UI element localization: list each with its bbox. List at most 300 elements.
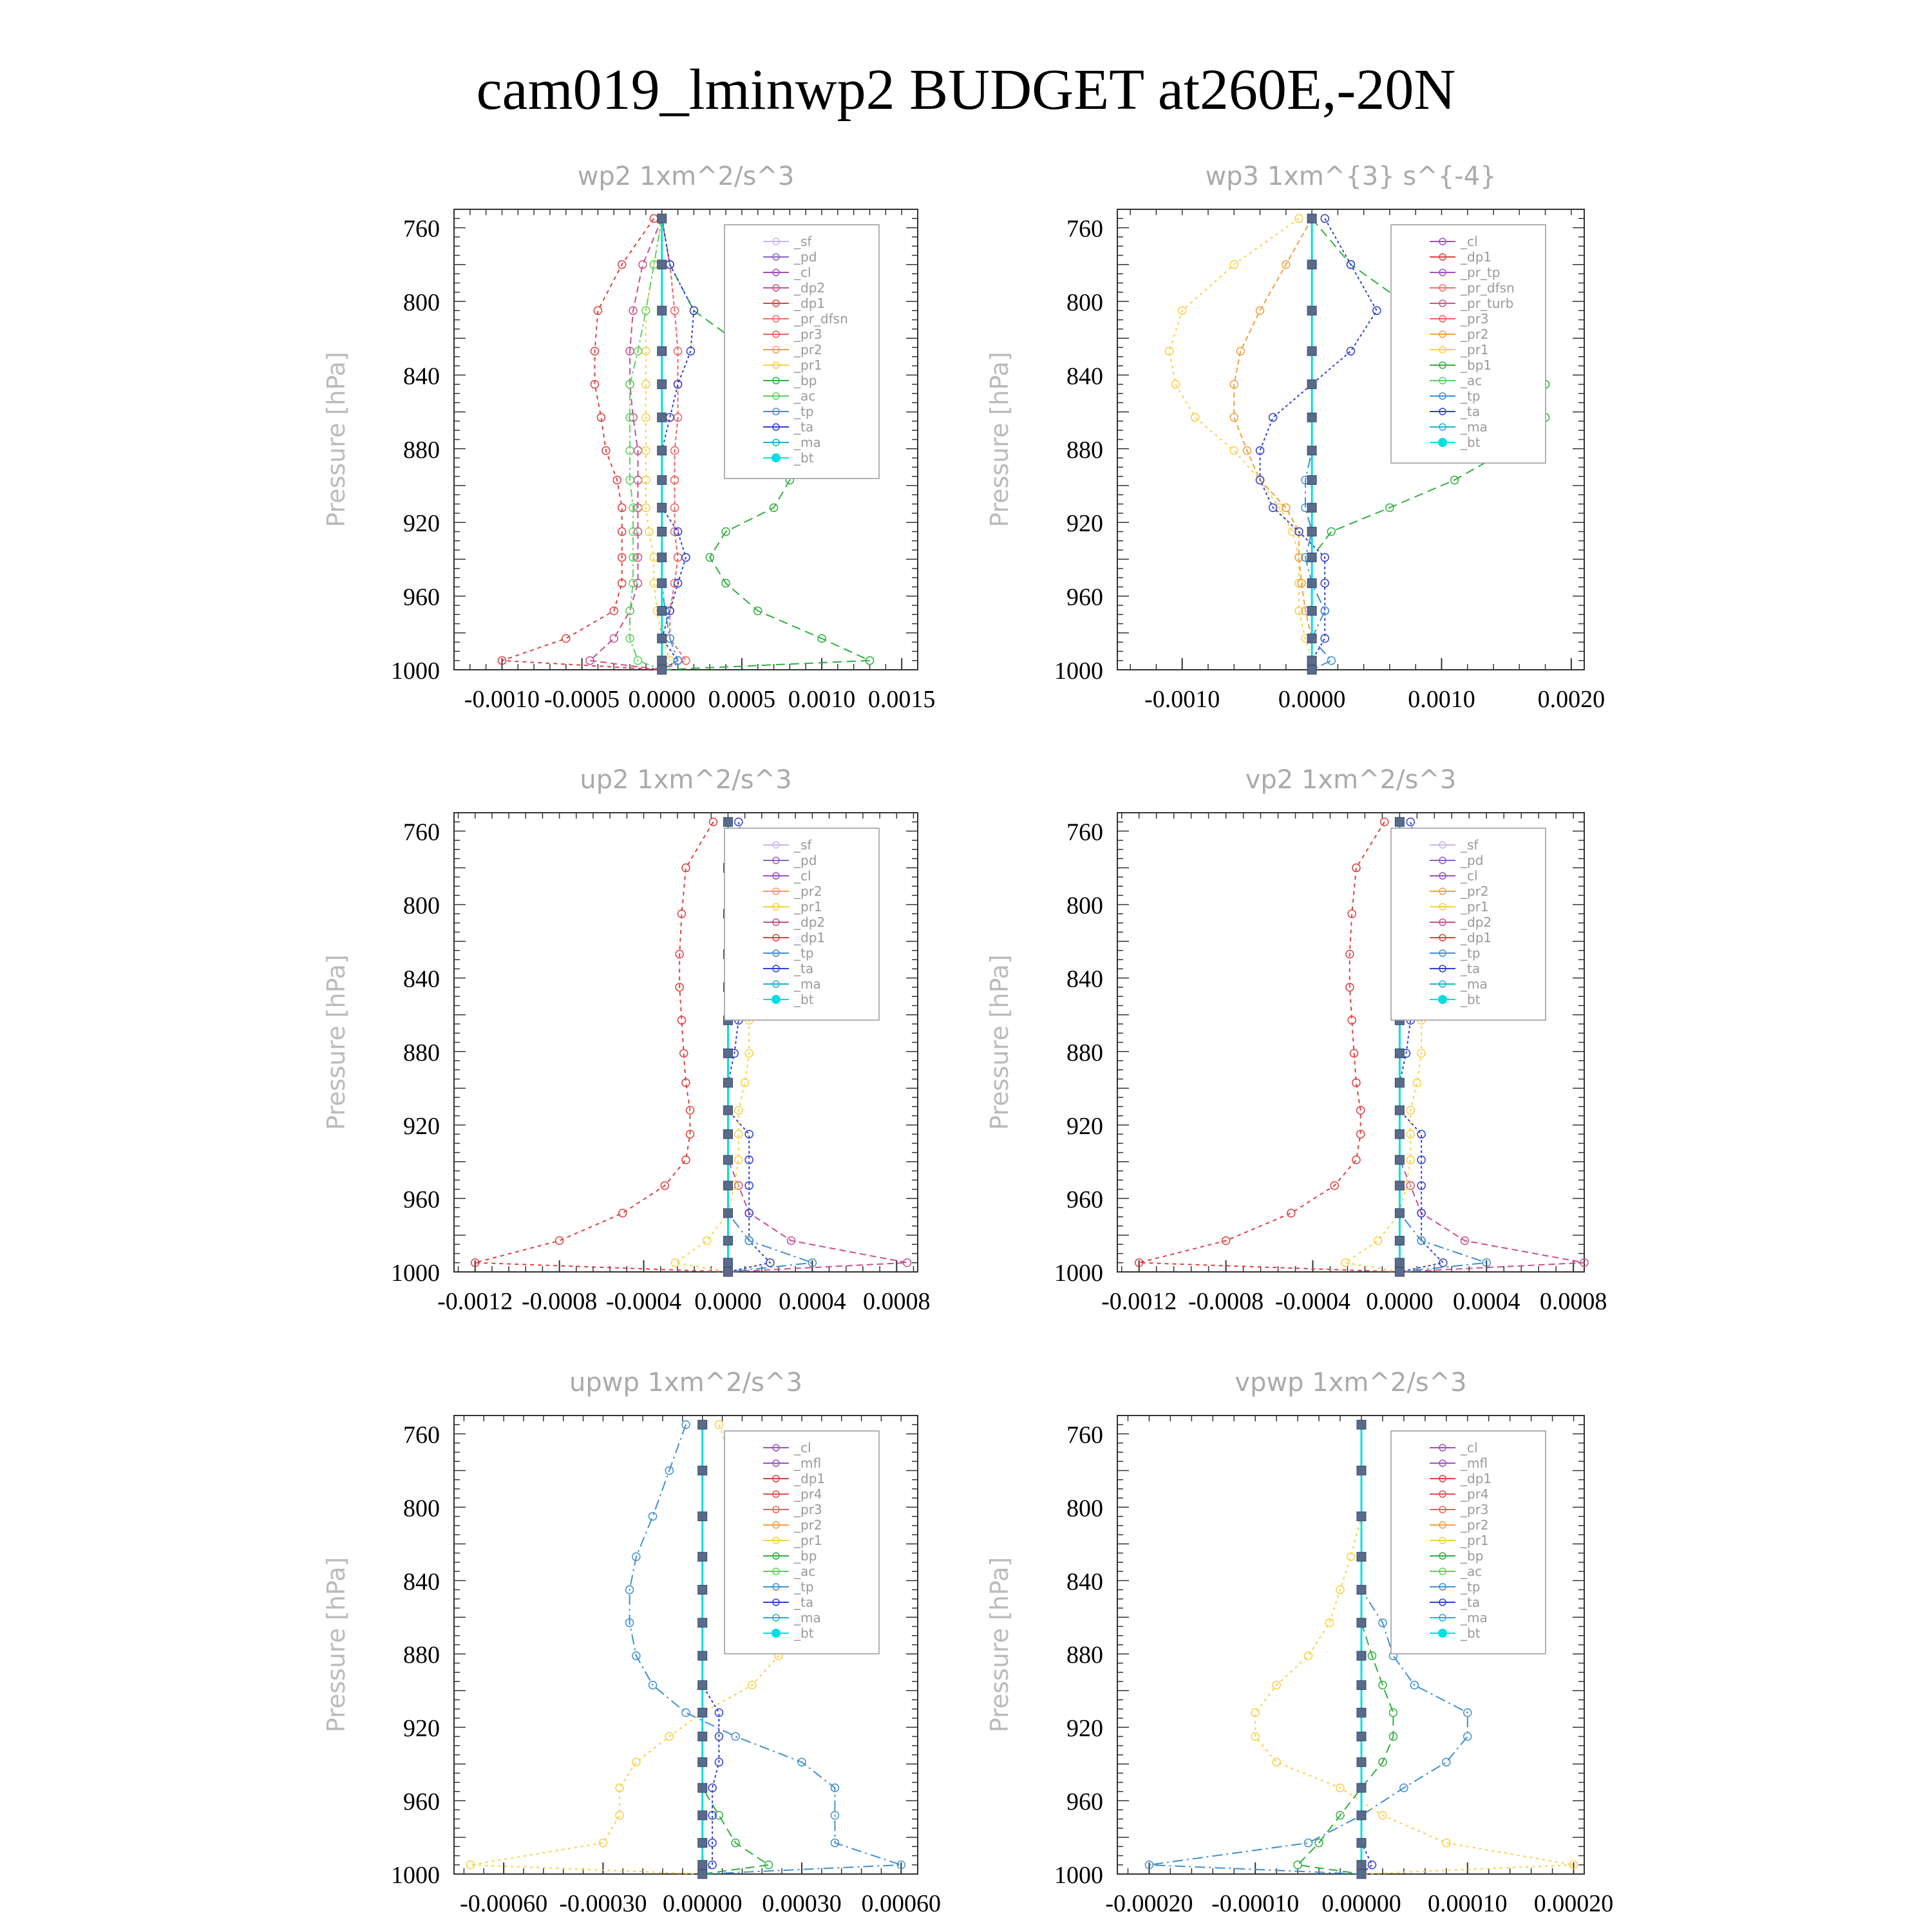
legend-label: _ma [1461, 419, 1488, 435]
data-point [1395, 1181, 1404, 1190]
data-point [698, 1586, 707, 1595]
legend-label: _bp [794, 373, 817, 388]
legend-label: _dp2 [794, 914, 826, 930]
y-tick-label: 840 [403, 1568, 440, 1596]
data-point [556, 1237, 564, 1245]
legend-label: _pr2 [794, 342, 822, 357]
data-point [698, 1420, 707, 1429]
data-point [658, 260, 667, 269]
legend-label: _bt [794, 450, 814, 466]
legend-label: _pd [794, 249, 817, 265]
legend-marker [1438, 1629, 1447, 1638]
x-tick-label: 0.0008 [863, 1288, 931, 1315]
data-point [658, 446, 667, 455]
data-point [1305, 1652, 1312, 1660]
data-point [708, 1861, 716, 1869]
page-title: cam019_lminwp2 BUDGET at260E,-20N [476, 58, 1456, 122]
legend-label: _mfl [1461, 1455, 1488, 1471]
legend-label: _ac [1461, 373, 1482, 388]
y-tick-label: 1000 [1054, 658, 1103, 685]
data-point [1357, 1618, 1366, 1627]
series-line [590, 218, 662, 670]
y-tick-label: 960 [403, 583, 440, 611]
x-tick-label: -0.0008 [1188, 1288, 1264, 1315]
data-point [1357, 1651, 1366, 1660]
data-point [1357, 1681, 1366, 1690]
legend-label: _pr3 [1461, 311, 1489, 327]
data-point [1307, 214, 1316, 223]
legend-label: _pr2 [794, 884, 822, 899]
data-point [1395, 1155, 1404, 1164]
y-tick-label: 840 [403, 965, 440, 993]
x-tick-label: -0.0010 [464, 686, 540, 713]
data-point [1395, 1049, 1404, 1058]
y-tick-label: 920 [403, 1715, 440, 1743]
data-point [658, 656, 667, 665]
data-point [1357, 1870, 1366, 1879]
legend-label: _pr3 [1461, 1502, 1489, 1517]
y-tick-label: 960 [403, 1788, 440, 1816]
data-point [1381, 818, 1388, 826]
y-tick-label: 760 [1066, 1421, 1103, 1449]
chart-title: wp2 1xm^2/s^3 [577, 162, 795, 191]
y-tick-label: 960 [1066, 583, 1103, 611]
data-point [1307, 413, 1316, 422]
data-point [1395, 1078, 1404, 1087]
data-point [698, 1512, 707, 1521]
y-tick-label: 880 [403, 1039, 440, 1066]
x-tick-label: 0.0015 [867, 686, 936, 713]
data-point [698, 1708, 707, 1717]
legend-label: _dp1 [1461, 1471, 1492, 1486]
series-line [475, 822, 728, 1272]
chart-panel-1 [322, 162, 935, 713]
x-tick-label: -0.0004 [1274, 1288, 1351, 1315]
data-point [658, 606, 667, 615]
legend-label: _ac [794, 388, 816, 404]
y-tick-label: 920 [403, 1112, 440, 1140]
x-tick-label: 0.0000 [694, 1288, 762, 1315]
y-tick-label: 800 [403, 892, 440, 920]
data-point [1191, 413, 1199, 421]
x-tick-label: -0.00020 [1105, 1890, 1193, 1917]
legend-label: _pr_dfsn [1461, 280, 1515, 296]
y-axis-label: Pressure [hPa] [322, 954, 350, 1130]
legend-marker [1438, 438, 1447, 447]
legend-label: _dp2 [794, 280, 826, 296]
data-point [1347, 1553, 1355, 1560]
y-tick-label: 840 [403, 363, 440, 390]
chart-panel-6 [985, 1368, 1613, 1917]
legend-label: _ta [794, 419, 814, 435]
y-tick-label: 960 [1066, 1186, 1103, 1213]
data-point [1307, 579, 1316, 588]
legend-label: _pr3 [794, 1502, 822, 1517]
data-point [710, 818, 717, 826]
data-point [658, 527, 667, 536]
legend-label: _tp [1461, 388, 1481, 404]
legend-label: _ma [1461, 976, 1488, 992]
chart-panel-5 [322, 1368, 941, 1917]
data-point [1395, 1209, 1404, 1218]
legend-label: _bp1 [1461, 357, 1492, 373]
y-tick-label: 880 [1066, 1039, 1103, 1066]
y-tick-label: 880 [403, 436, 440, 464]
legend-label: _sf [794, 837, 812, 853]
x-tick-label: 0.0000 [1278, 686, 1346, 713]
data-point [1357, 1861, 1366, 1870]
legend-label: _ma [794, 435, 821, 450]
x-tick-label: 0.0020 [1537, 686, 1605, 713]
legend-label: _pr_turb [1461, 296, 1514, 311]
x-tick-label: 0.0005 [708, 686, 776, 713]
data-point [723, 1049, 732, 1058]
legend-label: _pr2 [1461, 884, 1489, 899]
legend-label: _cl [794, 265, 811, 280]
data-point [1443, 1758, 1450, 1766]
legend-label: _pr_tp [1461, 265, 1501, 280]
series-line [1260, 218, 1377, 670]
y-tick-label: 1000 [391, 1260, 440, 1287]
chart-panel-2 [985, 162, 1605, 713]
y-tick-label: 920 [403, 510, 440, 538]
legend-label: _ma [794, 1610, 821, 1625]
legend-label: _pr3 [794, 327, 822, 342]
data-point [698, 1552, 707, 1561]
legend-label: _dp1 [794, 930, 826, 945]
y-tick-label: 800 [1066, 289, 1103, 316]
legend-label: _bt [794, 1625, 814, 1641]
legend-marker [772, 453, 781, 462]
chart-title: up2 1xm^2/s^3 [580, 765, 792, 795]
x-tick-label: 0.00010 [1428, 1890, 1508, 1917]
x-tick-label: 0.00000 [1321, 1890, 1401, 1917]
chart-panel-3 [322, 765, 931, 1315]
x-tick-label: 0.0000 [1366, 1288, 1434, 1315]
data-point [1307, 446, 1316, 455]
chart-title: vpwp 1xm^2/s^3 [1235, 1368, 1467, 1397]
data-point [1327, 528, 1335, 536]
y-tick-label: 1000 [1054, 1260, 1103, 1287]
series-line [1298, 1425, 1393, 1874]
y-tick-label: 920 [1066, 510, 1103, 538]
x-tick-label: -0.00030 [559, 1890, 647, 1917]
legend-label: _ta [794, 961, 814, 976]
data-point [698, 1757, 707, 1766]
data-point [1357, 1420, 1366, 1429]
legend-label: _pr1 [794, 899, 822, 914]
data-point [1307, 346, 1316, 355]
data-point [616, 1812, 623, 1819]
y-tick-label: 960 [403, 1186, 440, 1213]
data-point [1413, 1079, 1421, 1086]
x-tick-label: 0.00000 [662, 1890, 743, 1917]
series-line [662, 218, 694, 670]
y-axis-label: Pressure [hPa] [985, 352, 1014, 527]
legend-marker [772, 1629, 781, 1638]
y-tick-label: 760 [403, 819, 440, 846]
legend-label: _bt [1461, 435, 1481, 450]
x-tick-label: 0.0004 [1453, 1288, 1520, 1315]
data-point [723, 1209, 732, 1218]
series-line [703, 1425, 719, 1874]
data-point [1295, 214, 1303, 222]
series-line [662, 218, 686, 670]
legend-label: _pr1 [1461, 899, 1489, 914]
legend-label: _bp [794, 1548, 817, 1564]
x-tick-label: 0.0000 [628, 686, 696, 713]
data-point [1347, 347, 1355, 355]
data-point [658, 503, 667, 512]
data-point [562, 634, 570, 642]
x-tick-label: -0.0012 [1101, 1288, 1177, 1315]
x-tick-label: -0.0010 [1144, 686, 1220, 713]
x-tick-label: 0.00030 [762, 1890, 842, 1917]
y-tick-label: 800 [403, 289, 440, 316]
legend-label: _tp [1461, 1579, 1481, 1595]
data-point [1357, 1586, 1366, 1595]
legend-label: _pr2 [794, 1517, 822, 1533]
legend-label: _mfl [794, 1455, 822, 1471]
legend-label: _dp2 [1461, 914, 1492, 930]
data-point [723, 1267, 732, 1276]
data-point [1395, 817, 1404, 826]
data-point [1273, 1758, 1280, 1766]
data-point [1307, 527, 1316, 536]
y-tick-label: 880 [1066, 436, 1103, 464]
legend-label: _pr4 [794, 1486, 822, 1502]
data-point [1357, 1839, 1366, 1848]
data-point [658, 346, 667, 355]
legend-label: _bt [794, 992, 814, 1007]
data-point [1327, 657, 1335, 665]
data-point [650, 214, 658, 222]
y-tick-label: 840 [1066, 363, 1103, 390]
data-point [1395, 1106, 1404, 1115]
legend-label: _pr2 [1461, 327, 1489, 342]
data-point [698, 1466, 707, 1475]
data-point [1395, 1130, 1404, 1139]
legend-label: _ac [794, 1564, 816, 1579]
data-point [1307, 656, 1316, 665]
series-line [1170, 218, 1312, 670]
y-tick-label: 880 [1066, 1642, 1103, 1669]
data-point [1307, 380, 1316, 389]
y-tick-label: 960 [1066, 1788, 1103, 1816]
data-point [1357, 1757, 1366, 1766]
data-point [658, 413, 667, 422]
legend-label: _dp1 [1461, 930, 1492, 945]
chart-title: upwp 1xm^2/s^3 [569, 1368, 802, 1397]
data-point [1406, 818, 1414, 826]
data-point [1357, 1512, 1366, 1521]
data-point [1307, 503, 1316, 512]
legend-label: _ma [1461, 1610, 1488, 1625]
y-tick-label: 760 [403, 215, 440, 243]
data-point [1307, 634, 1316, 643]
data-point [1357, 1466, 1366, 1475]
data-point [682, 1709, 690, 1716]
data-point [698, 1618, 707, 1627]
data-point [723, 1258, 732, 1267]
y-tick-label: 760 [1066, 819, 1103, 846]
data-point [1307, 475, 1316, 484]
x-tick-label: -0.0012 [437, 1288, 513, 1315]
data-point [1357, 1732, 1366, 1741]
legend-label: _cl [1461, 868, 1478, 884]
data-point [658, 214, 667, 223]
data-point [1357, 1708, 1366, 1717]
legend-label: _pr1 [794, 357, 822, 373]
legend-label: _pd [1461, 853, 1484, 868]
data-point [723, 1106, 732, 1115]
y-tick-label: 1000 [391, 658, 440, 685]
y-tick-label: 1000 [1054, 1862, 1103, 1889]
legend-label: _cl [794, 1440, 811, 1455]
legend-label: _tp [1461, 945, 1481, 961]
legend-label: _pr1 [1461, 1533, 1489, 1548]
data-point [1230, 413, 1238, 421]
data-point [632, 1758, 640, 1766]
data-point [658, 475, 667, 484]
data-point [658, 553, 667, 562]
x-tick-label: -0.0008 [522, 1288, 598, 1315]
data-point [1230, 447, 1238, 455]
data-point [698, 1839, 707, 1848]
legend-marker [772, 995, 781, 1004]
data-point [658, 665, 667, 674]
chart-panel-4 [985, 765, 1607, 1315]
legend-label: _ma [794, 976, 821, 992]
data-point [1357, 1552, 1366, 1561]
data-point [1389, 1709, 1397, 1716]
data-point [723, 1130, 732, 1139]
data-point [658, 634, 667, 643]
legend-label: _ac [1461, 1564, 1482, 1579]
legend-label: _dp1 [794, 1471, 826, 1486]
legend-label: _ta [1461, 961, 1481, 976]
data-point [1287, 1209, 1295, 1217]
y-tick-label: 760 [403, 1421, 440, 1449]
legend-label: _tp [794, 1579, 814, 1595]
data-point [723, 1181, 732, 1190]
data-point [1373, 307, 1381, 314]
legend-label: _sf [794, 234, 812, 249]
data-point [698, 1861, 707, 1870]
legend-label: _bp [1461, 1548, 1484, 1564]
y-tick-label: 880 [403, 1642, 440, 1669]
series-line [1139, 822, 1400, 1272]
data-point [698, 1651, 707, 1660]
data-point [1395, 1267, 1404, 1276]
data-point [698, 1732, 707, 1741]
data-point [1326, 1619, 1334, 1627]
x-tick-label: -0.00060 [460, 1890, 548, 1917]
data-point [698, 1811, 707, 1820]
chart-title: wp3 1xm^{3} s^{-4} [1205, 162, 1497, 191]
legend-label: _tp [794, 945, 814, 961]
data-point [1374, 1237, 1382, 1245]
data-point [658, 579, 667, 588]
data-point [649, 1513, 657, 1520]
data-point [610, 634, 618, 642]
data-point [1368, 1861, 1376, 1869]
data-point [619, 1209, 627, 1217]
data-point [723, 1236, 732, 1245]
data-point [698, 1870, 707, 1879]
y-tick-label: 920 [1066, 1715, 1103, 1743]
legend-label: _ta [1461, 1595, 1481, 1610]
series-line [1305, 218, 1331, 670]
x-tick-label: -0.00010 [1211, 1890, 1300, 1917]
legend-label: _pr1 [794, 1533, 822, 1548]
legend-label: _pr1 [1461, 342, 1489, 357]
legend-label: _ta [794, 1595, 814, 1610]
y-axis-label: Pressure [hPa] [985, 1557, 1014, 1733]
legend-label: _cl [794, 868, 811, 884]
data-point [1256, 307, 1264, 314]
data-point [703, 1237, 711, 1245]
x-tick-label: 0.0004 [779, 1288, 846, 1315]
legend-label: _bt [1461, 992, 1481, 1007]
y-tick-label: 1000 [391, 1862, 440, 1889]
data-point [723, 1078, 732, 1087]
y-tick-label: 800 [1066, 892, 1103, 920]
legend-label: _dp1 [794, 296, 826, 311]
chart-title: vp2 1xm^2/s^3 [1245, 765, 1457, 795]
data-point [658, 380, 667, 389]
data-point [1307, 260, 1316, 269]
data-point [1172, 381, 1180, 388]
legend-label: _sf [1461, 837, 1479, 853]
x-tick-label: 0.00020 [1533, 1890, 1614, 1917]
data-point [723, 1155, 732, 1164]
data-point [1294, 1861, 1302, 1869]
data-point [1307, 306, 1316, 315]
legend-label: _pr_dfsn [794, 311, 848, 327]
series-line [1234, 218, 1312, 670]
legend-label: _pr4 [1461, 1486, 1489, 1502]
legend-label: _ta [1461, 404, 1481, 419]
y-tick-label: 760 [1066, 215, 1103, 243]
legend-marker [1438, 995, 1447, 1004]
data-point [735, 818, 743, 826]
data-point [658, 306, 667, 315]
legend-label: _pr2 [1461, 1517, 1489, 1533]
data-point [698, 1783, 707, 1792]
y-tick-label: 800 [1066, 1495, 1103, 1522]
data-point [682, 657, 690, 665]
legend-label: _cl [1461, 234, 1478, 249]
legend-label: _tp [794, 404, 814, 419]
data-point [1357, 1811, 1366, 1820]
data-point [698, 1681, 707, 1690]
x-tick-label: -0.0005 [544, 686, 620, 713]
legend-label: _bt [1461, 1625, 1481, 1641]
series-line [1361, 1425, 1372, 1874]
x-tick-label: -0.0004 [605, 1288, 682, 1315]
data-point [1269, 413, 1277, 421]
legend-label: _pd [794, 853, 817, 868]
data-point [1307, 606, 1316, 615]
series-line [502, 218, 662, 670]
data-point [1307, 665, 1316, 674]
y-axis-label: Pressure [hPa] [322, 1557, 350, 1733]
x-tick-label: 0.0010 [788, 686, 856, 713]
data-point [1464, 1732, 1472, 1740]
data-point [723, 817, 732, 826]
x-tick-label: 0.0008 [1539, 1288, 1607, 1315]
